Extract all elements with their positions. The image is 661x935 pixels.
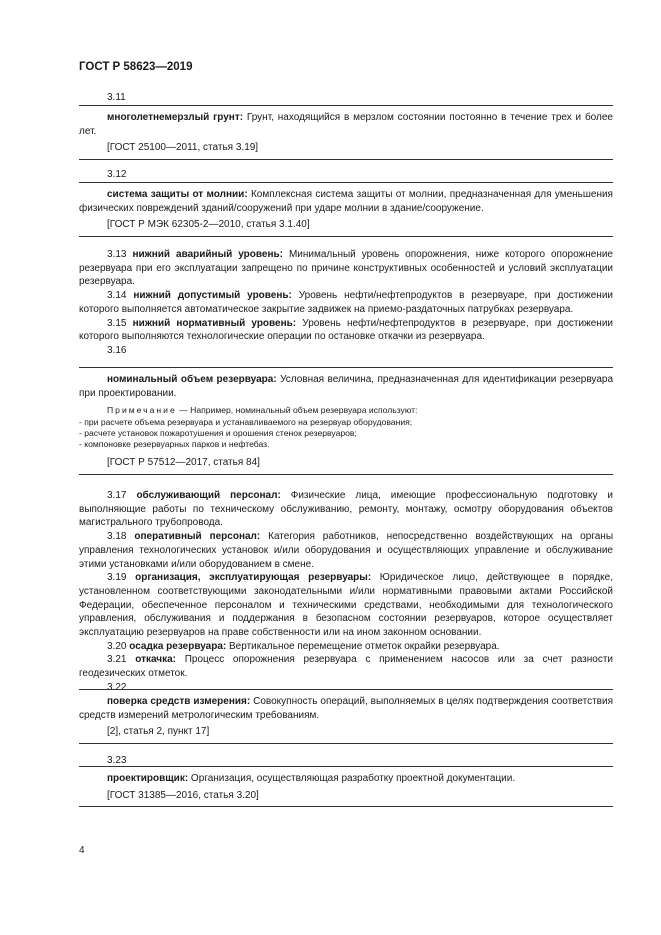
term-text: Юридическое лицо, действующее в порядке, установленном соответствующими законодательными и/или нормативными правовыми актами Российской Федерации, обеспеченное персоналом и техническими средствами, необходимыми для технологического управления, обслуживания и поддержания в безопасном состоянии резервуаров, которое осуществляет эксплуатацию резервуаров на праве собственности или на ином законном основании.	[79, 572, 613, 639]
term-text: Уровень нефти/нефтепродуктов в резервуаре, при достижении которого выполняется автоматическое закрытие задвижек на приемо-раздаточных патрубках резервуара.	[79, 290, 613, 315]
term-number: 3.14	[107, 290, 127, 302]
note-item: - при расчете объема резервуара и устанавливаемого на резервуар оборудования;	[79, 416, 413, 427]
term-3-15	[79, 317, 613, 344]
term-text: Физические лица, имеющие профессиональную подготовку и выполняющие работы по техническому обслуживанию, ремонту, монтажу, осмотру оборудования объектов магистрального трубопровода.	[79, 490, 613, 529]
term-name: проектировщик:	[107, 773, 189, 784]
term-3-21	[79, 653, 613, 680]
term-text: Категория работников, непосредственно воздействующих на органы управления технологических установок и/или оборудования и осуществляющих управление и обслуживание этими установками и/или оборудованием в смене.	[79, 531, 614, 570]
term-number: 3.20	[107, 640, 127, 652]
term-box-3-22	[79, 689, 613, 744]
term-definition	[79, 772, 613, 786]
term-reference: [ГОСТ Р 57512—2017, статья 84]	[107, 457, 260, 469]
term-text: Организация, осуществляющая разработку проектной документации.	[188, 773, 516, 784]
term-name: осадка резервуара:	[129, 640, 227, 652]
term-3-14	[79, 289, 613, 316]
note-item: - расчете установок пожаротушения и орошения стенок резервуаров;	[79, 427, 357, 438]
term-text: Вертикальное перемещение отметок окрайки резервуара.	[226, 640, 500, 652]
term-3-17	[79, 489, 613, 530]
terms-block-3-13-3-15	[79, 248, 613, 358]
term-number: 3.19	[107, 572, 127, 584]
term-name: оперативный персонал:	[134, 531, 261, 543]
term-reference: [ГОСТ 31385—2016, статья 3.20]	[107, 789, 259, 801]
term-number: 3.21	[107, 654, 127, 666]
term-name: откачка:	[135, 654, 176, 666]
term-box-3-16	[79, 367, 613, 475]
page-header-title: ГОСТ Р 58623—2019	[79, 61, 193, 73]
term-box-3-11	[79, 105, 613, 160]
term-definition	[79, 373, 613, 400]
term-text: Грунт, находящийся в мерзлом состоянии постоянно в течение трех и более лет.	[79, 112, 613, 137]
term-number: 3.15	[107, 317, 127, 329]
term-text: Совокупность операций, выполняемых в целях подтверждения соответствия средств измерений метрологическим требованиям.	[79, 696, 613, 721]
term-name: нижний аварийный уровень:	[132, 249, 283, 260]
term-number: 3.11	[107, 92, 126, 103]
term-text: Минимальный уровень опорожнения, ниже которого опорожнение резервуара при его эксплуатации запрещено по причине конструктивных особенностей и условий эксплуатации резервуара.	[79, 249, 613, 288]
terms-block-3-17-3-21	[79, 489, 613, 695]
term-name: нижний нормативный уровень:	[132, 317, 297, 329]
note-item: - компоновке резервуарных парков и нефтебаз.	[79, 439, 270, 450]
term-name: нижний допустимый уровень:	[133, 290, 292, 302]
term-3-19	[79, 571, 613, 640]
page-number: 4	[79, 845, 85, 856]
term-number: 3.17	[107, 490, 127, 501]
term-text: Процесс опорожнения резервуара с применением насосов или за счет разности геодезических отметок.	[79, 654, 614, 680]
term-name: обслуживающий персонал:	[136, 490, 281, 501]
term-text: Комплексная система защиты от молнии, предназначенная для уменьшения физических повреждений зданий/сооружений при ударе молнии в здание/сооружение.	[79, 189, 613, 214]
term-reference: [2], статья 2, пункт 17]	[107, 726, 210, 738]
term-3-18	[79, 530, 613, 571]
note	[79, 405, 613, 416]
term-number: 3.18	[107, 531, 127, 543]
term-number: 3.12	[107, 169, 127, 180]
term-name: многолетнемерзлый грунт:	[107, 112, 244, 123]
term-text: Уровень нефти/нефтепродуктов в резервуаре, при достижении которого выполняются технологические операции по остановке откачки из резервуара.	[79, 317, 613, 343]
term-reference: [ГОСТ Р МЭК 62305-2—2010, статья 3.1.40]	[107, 219, 310, 231]
term-reference: [ГОСТ 25100—2011, статья 3.19]	[107, 142, 259, 154]
term-3-13	[79, 248, 613, 289]
term-box-3-12	[79, 182, 613, 237]
term-definition	[79, 695, 613, 722]
term-definition	[79, 111, 613, 138]
term-name: организация, эксплуатирующая резервуары:	[135, 572, 372, 584]
term-3-20	[79, 640, 613, 654]
term-number: 3.23	[107, 755, 127, 766]
note-label: Примечание	[107, 405, 177, 416]
term-number: 3.13	[107, 249, 127, 260]
term-name: поверка средств измерения:	[107, 696, 251, 707]
term-name: номинальный объем резервуара:	[107, 374, 277, 385]
term-box-3-23	[79, 766, 613, 807]
term-definition	[79, 188, 613, 215]
term-number: 3.16	[107, 344, 127, 356]
note-text: — Например, номинальный объем резервуара используют:	[176, 405, 418, 416]
term-name: система защиты от молнии:	[107, 189, 248, 200]
term-number: 3.22	[107, 681, 127, 693]
term-text: Условная величина, предназначенная для идентификации резервуара при проектировании.	[79, 374, 613, 399]
